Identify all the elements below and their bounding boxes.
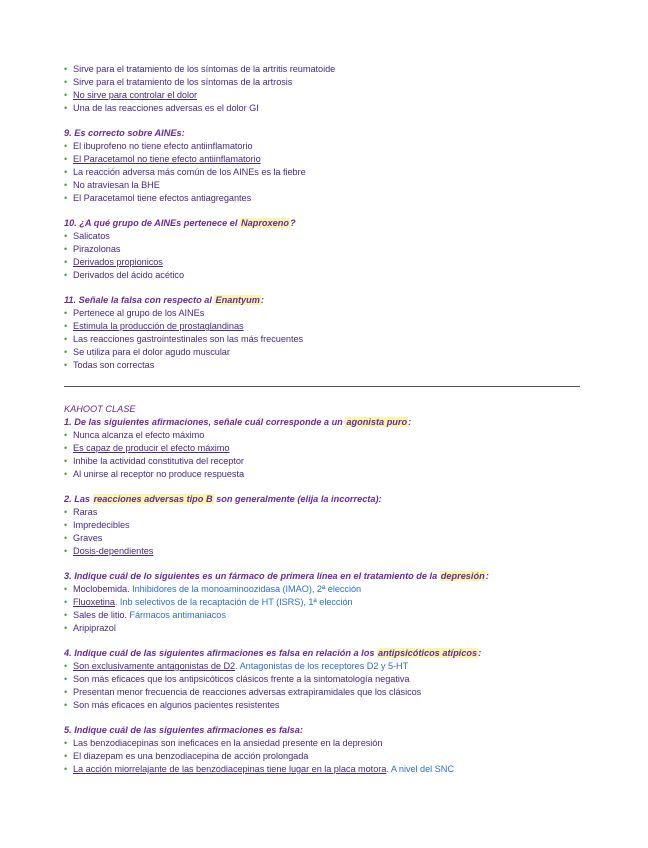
highlighted-term: depresión	[440, 571, 485, 581]
list-item: • Sirve para el tratamiento de los síntomas de la artrosis	[64, 77, 293, 87]
list-item: • No sirve para controlar el dolor	[64, 90, 198, 100]
answer-list	[64, 506, 608, 558]
answer-list	[64, 63, 608, 115]
list-item: • Salicatos	[64, 231, 110, 241]
bullet-icon: •	[64, 610, 68, 620]
bullet-icon: •	[64, 687, 68, 697]
bullet-icon: •	[64, 430, 68, 440]
list-item: • Dosis-dependientes	[64, 546, 154, 556]
horizontal-divider	[64, 386, 580, 387]
list-item: • La acción miorrelajante de las benzodiacepinas tiene lugar en la placa motora. A nivel del SNC	[64, 764, 454, 774]
list-item: • El ibuprofeno no tiene efecto antiinflamatorio	[64, 141, 253, 151]
list-item: • El Paracetamol no tiene efecto antiinflamatorio	[64, 154, 261, 164]
question-heading: 11. Señale la falsa con respecto al Enantyum:	[64, 295, 264, 305]
answer-note: Fármacos antimaniacos	[126, 610, 226, 620]
list-item: • El diazepam es una benzodiacepina de acción prolongada	[64, 751, 309, 761]
answer-list	[64, 429, 608, 481]
list-item: • No atraviesan la BHE	[64, 180, 160, 190]
answer-note: . Antagonistas de los receptores D2 y 5-HT	[235, 661, 409, 671]
answer-list	[64, 140, 608, 205]
answer-note: . A nivel del SNC	[386, 764, 454, 774]
list-item: • Impredecibles	[64, 520, 130, 530]
bullet-icon: •	[64, 661, 68, 671]
section-title: KAHOOT CLASE	[64, 404, 136, 414]
list-item: • Derivados propionicos	[64, 257, 163, 267]
bullet-icon: •	[64, 456, 68, 466]
bullet-icon: •	[64, 443, 68, 453]
list-item: • Presentan menor frecuencia de reacciones adversas extrapiramidales que los clásicos	[64, 687, 422, 697]
bullet-icon: •	[64, 321, 68, 331]
bullet-icon: •	[64, 193, 68, 203]
bullet-icon: •	[64, 257, 68, 267]
question-heading: 4. Indique cuál de las siguientes afirmaciones es falsa en relación a los antipsicóticos atípicos:	[64, 648, 482, 658]
bullet-icon: •	[64, 231, 68, 241]
question-heading: 2. Las reacciones adversas tipo B son generalmente (elija la incorrecta):	[64, 494, 382, 504]
bullet-icon: •	[64, 360, 68, 370]
highlighted-term: Naproxeno	[240, 218, 289, 228]
list-item: • Fluoxetina. Inb selectivos de la recaptación de HT (ISRS), 1ª elección	[64, 597, 353, 607]
list-item: • Derivados del ácido acético	[64, 270, 185, 280]
highlighted-term: agonista puro	[346, 417, 408, 427]
list-item: • Las benzodiacepinas son ineficaces en la ansiedad presente en la depresión	[64, 738, 383, 748]
list-item: • Son más eficaces que los antipsicóticos clásicos frente a la sintomatología negativa	[64, 674, 410, 684]
bullet-icon: •	[64, 623, 68, 633]
bullet-icon: •	[64, 270, 68, 280]
bullet-icon: •	[64, 334, 68, 344]
list-item: • Sales de litio. Fármacos antimaniacos	[64, 610, 226, 620]
bullet-icon: •	[64, 167, 68, 177]
list-item: • Pertenece al grupo de los AINEs	[64, 308, 205, 318]
bullet-icon: •	[64, 77, 68, 87]
bullet-icon: •	[64, 244, 68, 254]
question-heading: 10. ¿A qué grupo de AINEs pertenece el Naproxeno?	[64, 218, 296, 228]
question-heading: 1. De las siguientes afirmaciones, señale cuál corresponde a un agonista puro:	[64, 417, 412, 427]
list-item: • Las reacciones gastrointestinales son las más frecuentes	[64, 334, 304, 344]
highlighted-term: reacciones adversas tipo B	[93, 494, 213, 504]
list-item: • Es capaz de producir el efecto máximo	[64, 443, 230, 453]
list-item: • Inhibe la actividad constitutiva del receptor	[64, 456, 244, 466]
bullet-icon: •	[64, 738, 68, 748]
list-item: • Sirve para el tratamiento de los síntomas de la artritis reumatoide	[64, 64, 336, 74]
answer-list	[64, 660, 608, 712]
answer-list	[64, 737, 608, 776]
bullet-icon: •	[64, 751, 68, 761]
answer-note: Inhibidores de la monoaminoozidasa (IMAO), 2ª elección	[129, 584, 362, 594]
bullet-icon: •	[64, 469, 68, 479]
bullet-icon: •	[64, 533, 68, 543]
answer-note: . Inb selectivos de la recaptación de HT (ISRS), 1ª elección	[114, 597, 353, 607]
question-heading: 5. Indique cuál de las siguientes afirmaciones es falsa:	[64, 725, 303, 735]
list-item: • Graves	[64, 533, 103, 543]
highlighted-term: Enantyum	[215, 295, 260, 305]
bullet-icon: •	[64, 507, 68, 517]
list-item: • El Paracetamol tiene efectos antiagregantes	[64, 193, 252, 203]
bullet-icon: •	[64, 90, 68, 100]
question-heading: 9. Es correcto sobre AINEs:	[64, 128, 185, 138]
bullet-icon: •	[64, 764, 68, 774]
list-item: • Moclobemida. Inhibidores de la monoaminoozidasa (IMAO), 2ª elección	[64, 584, 362, 594]
list-item: • Pirazolonas	[64, 244, 121, 254]
answer-list	[64, 307, 608, 372]
list-item: • Una de las reacciones adversas es el dolor GI	[64, 103, 259, 113]
bullet-icon: •	[64, 154, 68, 164]
list-item: • Son exclusivamente antagonistas de D2. Antagonistas de los receptores D2 y 5-HT	[64, 661, 409, 671]
bullet-icon: •	[64, 347, 68, 357]
list-item: • La reacción adversa más común de los AINEs es la fiebre	[64, 167, 306, 177]
answer-list	[64, 583, 608, 635]
bullet-icon: •	[64, 308, 68, 318]
list-item: • Se utiliza para el dolor agudo muscular	[64, 347, 230, 357]
bullet-icon: •	[64, 700, 68, 710]
bullet-icon: •	[64, 546, 68, 556]
bullet-icon: •	[64, 141, 68, 151]
bullet-icon: •	[64, 597, 68, 607]
bullet-icon: •	[64, 674, 68, 684]
list-item: • Al unirse al receptor no produce respuesta	[64, 469, 245, 479]
bullet-icon: •	[64, 103, 68, 113]
list-item: • Todas son correctas	[64, 360, 155, 370]
bullet-icon: •	[64, 180, 68, 190]
bullet-icon: •	[64, 584, 68, 594]
highlighted-term: antipsicóticos atípicos	[378, 648, 478, 658]
list-item: • Estimula la producción de prostaglandinas	[64, 321, 244, 331]
bullet-icon: •	[64, 520, 68, 530]
list-item: • Raras	[64, 507, 98, 517]
question-heading: 3. Indique cuál de lo siguientes es un fármaco de primera línea en el tratamiento de la depresión:	[64, 571, 489, 581]
list-item: • Nunca alcanza el efecto máximo	[64, 430, 205, 440]
list-item: • Son más eficaces en algunos pacientes resistentes	[64, 700, 280, 710]
answer-list	[64, 230, 608, 282]
bullet-icon: •	[64, 64, 68, 74]
list-item: • Aripiprazol	[64, 623, 116, 633]
